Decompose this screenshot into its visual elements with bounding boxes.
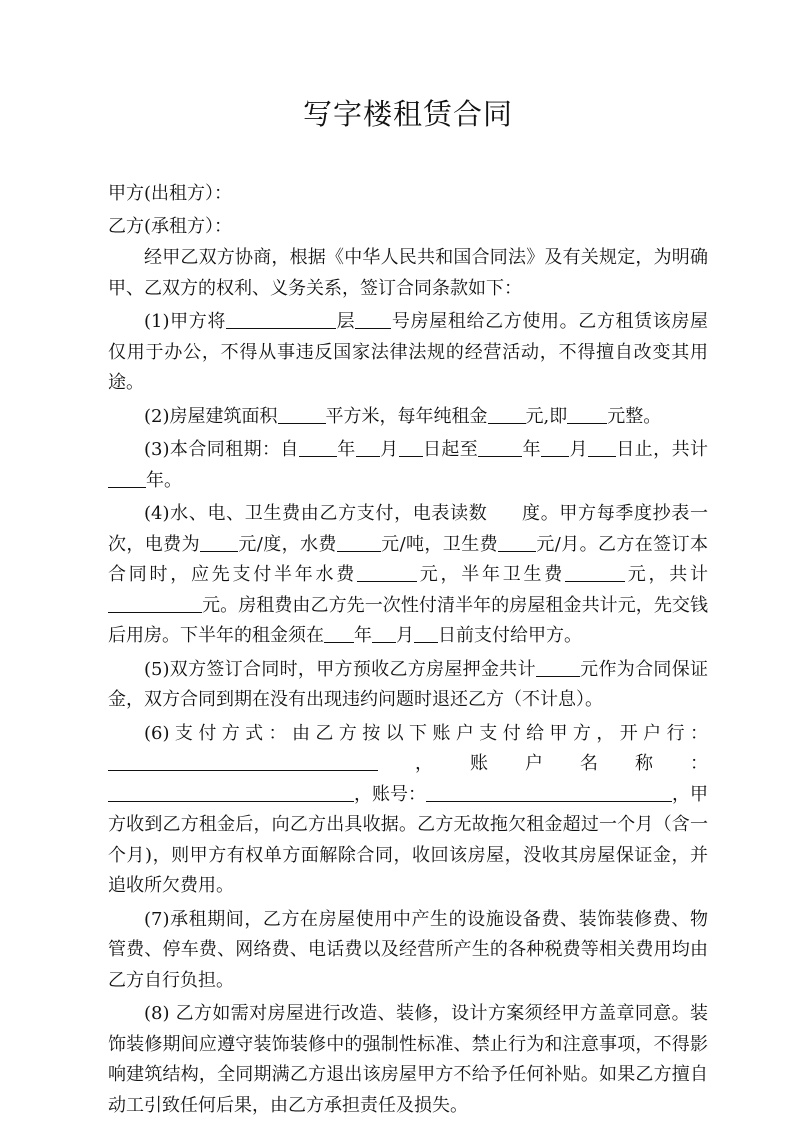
blank-electric-fee[interactable] bbox=[200, 533, 238, 552]
clause-text: (2)房屋建筑面积 bbox=[144, 405, 278, 427]
blank-water-fee[interactable] bbox=[337, 533, 381, 552]
clause-text: (3)本合同租期：自 bbox=[144, 439, 299, 460]
blank-end-year[interactable] bbox=[478, 438, 522, 457]
blank-pay-day[interactable] bbox=[414, 624, 438, 643]
clause-text: 月 bbox=[396, 625, 414, 646]
blank-floor[interactable] bbox=[226, 310, 336, 329]
clause-text: ，甲方收到乙方租金后，向乙方出具收据。乙方无故拖欠租金超过一个月（含一个月)，则甲方有权单方面解除合同，收回该房屋，没收其房屋保证金，并追收所欠费用。 bbox=[108, 783, 708, 896]
blank-room[interactable] bbox=[355, 310, 391, 329]
clause-text: 元作为合同保证金，双方合同到期在没有出现违约问题时退还乙方（不计息）。 bbox=[108, 658, 708, 710]
clause-text: 日起至 bbox=[422, 439, 479, 460]
blank-half-year-sanitation[interactable] bbox=[565, 563, 625, 582]
clause-text: 元。房租费由乙方先一次性付清半年的房屋租金共计元，先交钱后用房。下半年的租金须在 bbox=[108, 594, 708, 646]
clause-text: 年 bbox=[336, 439, 356, 460]
blank-area[interactable] bbox=[278, 405, 326, 424]
blank-start-year[interactable] bbox=[299, 438, 337, 457]
clause-text: 日止，共计 bbox=[615, 439, 709, 460]
blank-account-number[interactable] bbox=[426, 783, 672, 802]
clause-6 bbox=[108, 719, 708, 902]
blank-rent-words[interactable] bbox=[567, 405, 607, 424]
clause-2 bbox=[108, 402, 708, 433]
clause-text: 平方米，每年纯租金 bbox=[325, 405, 488, 427]
clause-text: (4)水、电、卫生费由乙方支付，电表读数 bbox=[144, 503, 488, 524]
clause-text: 日前支付给甲方。 bbox=[438, 625, 582, 646]
clause-text: 元整。 bbox=[607, 405, 662, 427]
clause-5 bbox=[108, 655, 708, 716]
blank-account-name[interactable] bbox=[108, 783, 354, 802]
blank-start-month[interactable] bbox=[356, 438, 380, 457]
clause-text: 度。甲方每季度抄表一次，电费为 bbox=[108, 503, 708, 555]
blank-end-day[interactable] bbox=[588, 438, 616, 457]
blank-total-years[interactable] bbox=[108, 469, 146, 488]
clause-text: 元/度，水费 bbox=[237, 533, 337, 555]
blank-pay-year[interactable] bbox=[324, 624, 354, 643]
clause-text: 号房屋租给乙方使用。乙方租赁该房屋仅用于办公，不得从事违反国家法律法规的经营活动，不得擅自改变其用途。 bbox=[108, 311, 709, 393]
clause-text: 年 bbox=[354, 625, 372, 646]
blank-deposit[interactable] bbox=[536, 658, 580, 677]
clause-text: (6)支付方式：由乙方按以下账户支付给甲方，开户行： bbox=[144, 722, 708, 744]
clause-1 bbox=[108, 307, 708, 399]
clause-text: 元，半年卫生费 bbox=[417, 564, 565, 585]
blank-total[interactable] bbox=[108, 594, 202, 613]
clause-8: (8) 乙方如需对房屋进行改造、装修，设计方案须经甲方盖章同意。装饰装修期间应遵守装饰装修中的强制性标准、禁止行为和注意事项，不得影响建筑结构，全同期满乙方退出该房屋甲方不给予任何补贴。如果乙方擅自动工引致任何后果，由乙方承担责任及损失。 bbox=[108, 1003, 708, 1116]
clause-text: 层 bbox=[336, 311, 356, 332]
page-title: 写字楼租赁合同 bbox=[302, 97, 513, 131]
intro-paragraph: 经甲乙双方协商，根据《中华人民共和国合同法》及有关规定，为明确甲、乙双方的权利、义务关系，签订合同条款如下： bbox=[108, 247, 708, 299]
blank-start-day[interactable] bbox=[399, 438, 423, 457]
clause-4 bbox=[108, 499, 708, 652]
clause-text: (5)双方签订合同时，甲方预收乙方房屋押金共计 bbox=[144, 658, 536, 680]
party-b-line: 乙方(承租方）： bbox=[108, 216, 233, 237]
clause-text: ，账号： bbox=[354, 783, 426, 805]
blank-bank[interactable] bbox=[108, 752, 378, 771]
clause-text: 月 bbox=[569, 439, 588, 460]
blank-rent[interactable] bbox=[488, 405, 526, 424]
clause-text: (1)甲方将 bbox=[144, 311, 227, 332]
clause-7: (7)承租期间，乙方在房屋使用中产生的设施设备费、装饰装修费、物管费、停车费、网络费、电话费以及经营所产生的各种税费等相关费用均由乙方自行负担。 bbox=[108, 908, 708, 991]
clause-text: 月 bbox=[379, 439, 399, 460]
clause-text: 元/月。乙方在签订本合同时，应先支付半年水费 bbox=[108, 533, 708, 585]
clause-text: 元/吨，卫生费 bbox=[380, 533, 498, 555]
clause-text: 元,即 bbox=[525, 405, 568, 427]
clause-text: ，账户名称： bbox=[378, 753, 708, 774]
clause-text: 元，共计 bbox=[625, 564, 708, 585]
blank-end-month[interactable] bbox=[541, 438, 569, 457]
blank-sanitation-fee[interactable] bbox=[498, 533, 536, 552]
clause-text: 年 bbox=[522, 439, 542, 460]
blank-pay-month[interactable] bbox=[372, 624, 396, 643]
clause-text: 年。 bbox=[146, 469, 182, 491]
party-a-line: 甲方(出租方）： bbox=[108, 183, 233, 204]
clause-3 bbox=[108, 435, 708, 496]
blank-half-year-water[interactable] bbox=[357, 563, 417, 582]
